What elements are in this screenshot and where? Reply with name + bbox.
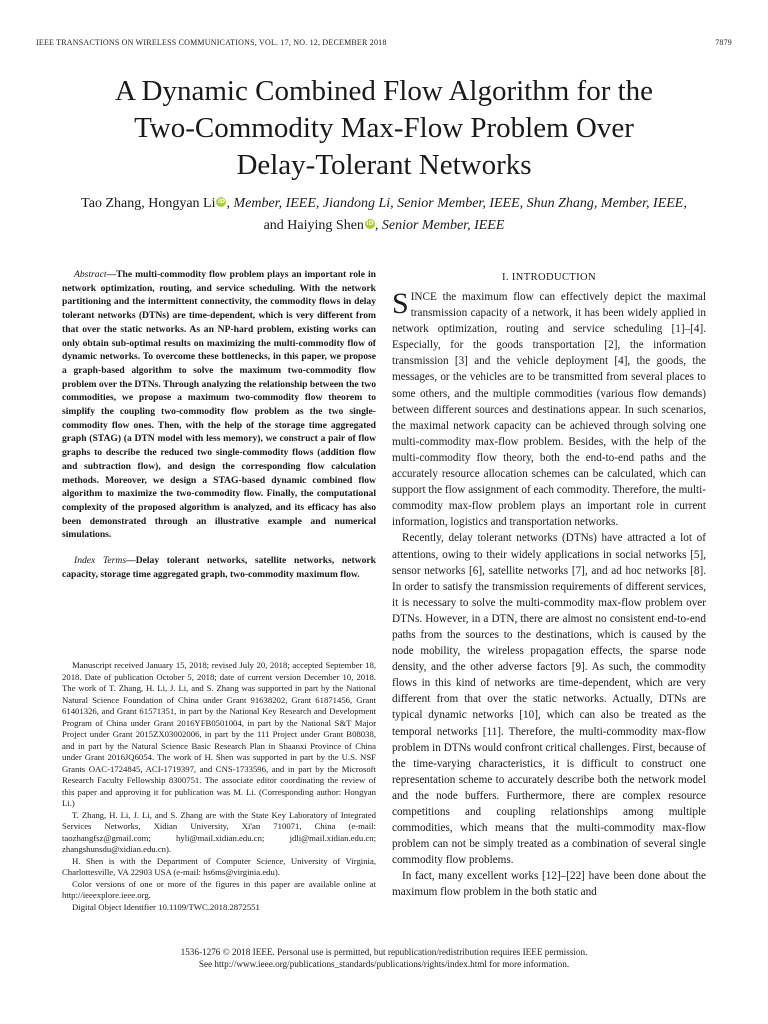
abstract-label: Abstract: [74, 269, 107, 280]
authors-part: , Member, IEEE, Jiandong Li, Senior Member, IEEE, Shun Zhang, Member, IEEE,: [226, 196, 687, 211]
abstract-text: —The multi-commodity flow problem plays an important role in network optimization, routing, and service scheduling. With the network partitioning and the intermittent connectivity, the commodity flows in delay tolerant networks (DTNs) are time-dependent, which is very different from that over the static networks. As an NP-hard problem, existing works can only obtain sub-optimal results on maximizing the multi-commodity flow of dynamic networks. To overcome these bottlenecks, in this paper, we propose a graph-based algorithm to solve the maximum two-commodity flow problem over the DTNs. Through analyzing the relationship between the two commodities, we propose a maximum two-commodity flow theorem to simplify the coupling two-commodity flow problem as the two single-commodity flow ones. Then, with the help of the storage time aggregated graph (STAG) (a DTN model with less memory), we construct a pair of flow graphs to describe the reduced two single-commodity flows (addition flow and subtraction flow), and design the corresponding flow calculation methods. Moreover, we design a STAG-based dynamic combined flow algorithm to maximize the two-commodity flow. Finally, the computational complexity of the proposed algorithm is analyzed, and its efficacy has also been demonstrated through an illustrative example and numerical simulations.: [62, 269, 376, 541]
authors-part: and Haiying Shen: [263, 218, 364, 233]
copyright-line: See http://www.ieee.org/publications_standards/publications/rights/index.html for more information.: [198, 959, 570, 969]
intro-paragraph: Recently, delay tolerant networks (DTNs) have attracted a lot of attentions, owing to their widely applications in social networks [5], sensor networks [6], satellite networks [7], and ad hoc networks [8]. In order to satisfy the transmission requirements of different services, it is necessary to solve the multi-commodity max-flow problem over DTNs. However, in a DTN, there are almost no consistent end-to-end paths from the sources to the destinations, which is caused by the node mobility, the wireless propagation effects, the sparse node density, and the other adverse factors [9]. As such, the commodity flows in this kind of networks are time-dependent, which are very different from that over the static networks. Actually, DTNs are typical dynamic networks [10], which can also be treated as the temporal networks [11]. Therefore, the multi-commodity max-flow problem in DTNs would confront critical challenges. First, because of the time-varying characteristics, it is difficult to construct one representation scheme to accurately describe both the network model and the node buffers. Furthermore, there are complex resource competitions and coupling relationships among multiple commodities, which means that the multi-commodity max-flow problem can not be simply treated as a combination of several single commodity flow problems.: [392, 532, 706, 867]
copyright-notice: [60, 946, 708, 970]
intro-body: [392, 289, 706, 901]
author-line-1: [40, 193, 728, 215]
drop-cap: S: [392, 287, 409, 320]
authors-part: , Senior Member, IEEE: [374, 218, 505, 233]
page-number: 7879: [715, 38, 732, 47]
footnote-paragraph: Color versions of one or more of the figures in this paper are available online at http://ieeexplore.ieee.org.: [62, 878, 376, 900]
author-line-2: [40, 215, 728, 237]
footnote: [62, 660, 376, 913]
intro-paragraph: [392, 289, 706, 530]
title-line: A Dynamic Combined Flow Algorithm for the: [114, 75, 654, 107]
running-header: [36, 38, 732, 47]
footnote-paragraph: H. Shen is with the Department of Computer Science, University of Virginia, Charlottesville, VA 22903 USA (e-mail: hs6ms@virginia.edu).: [62, 855, 376, 877]
paper-title: [40, 73, 728, 184]
footnote-paragraph: T. Zhang, H. Li, J. Li, and S. Zhang are with the State Key Laboratory of Integrated Services Networks, Xidian University, Xi'an 710071, China (e-mail: taozhangfsz@gmail.com; hyli@mail.xidian.edu.cn; jdli@mail.xidian.edu.cn; zhangshunsdu@xidian.edu.cn).: [62, 809, 376, 854]
orcid-icon[interactable]: iD: [217, 198, 225, 205]
footnote-paragraph: Manuscript received January 15, 2018; revised July 20, 2018; accepted September 18, 2018. Date of publication October 5, 2018; date of current version December 10, 2018. The work of T. Zhang, H. Li, J. Li, and S. Zhang was supported in part by the National Natural Science Foundation of China under Grant 91638202, Grant 61871456, Grant 61401326, and Grant 61571351, in part by the National Key Research and Development Program of China under Grant 2016YFB0501004, in part by the National S&T Major Project under Grant 2015ZX03002006, in part by the 111 Project under Grant B08038, and in part by the Natural Science Basic Research Plan in Shaanxi Province of China under Grant 2016JQ6054. The work of H. Shen was supported in part by the U.S. NSF Grants OAC-1724845, ACI-1719397, and CNS-1733596, and in part by the Microsoft Research Faculty Fellowship 8300751. The associate editor coordinating the review of this paper and approving it for publication was M. Li. (Corresponding author: Hongyan Li.): [62, 660, 376, 808]
orcid-icon[interactable]: iD: [366, 220, 374, 227]
right-column: [392, 272, 706, 901]
abstract: [62, 268, 376, 542]
journal-name: IEEE TRANSACTIONS ON WIRELESS COMMUNICATIONS, VOL. 17, NO. 12, DECEMBER 2018: [36, 38, 387, 47]
intro-paragraph-text: INCE the maximum flow can effectively depict the maximal transmission capacity of a network, it has been widely applied in network optimization, routing and service scheduling [1]–[4]. Especially, for the goods transportation [2], the information transmission [3] and the vehicle deployment [4], the goods, the messages, or the vehicles are to be transmitted from several places to some others, and the multiple commodities (various flow demands) between different sources and destinations appear. In such scenarios, the maximal network capacity can be achieved through solving one multi-commodity max-flow problem. Besides, with the help of the multi-commodity flow theory, both the end-to-end paths and the accurately resource allocation schemes can be calculated, which can support the flow assignment of each commodity. Therefore, the multi-commodity max-flow problem plays an important role in current information, logistics and transportation networks.: [392, 291, 706, 529]
author-list: [40, 193, 728, 237]
authors-part: Tao Zhang, Hongyan Li: [81, 196, 216, 211]
footnote-paragraph: Digital Object Identifier 10.1109/TWC.2018.2872551: [72, 901, 260, 912]
title-line: Delay-Tolerant Networks: [236, 149, 532, 181]
section-heading: I. INTRODUCTION: [501, 272, 597, 283]
left-column: [62, 268, 376, 591]
title-line: Two-Commodity Max-Flow Problem Over: [134, 112, 634, 144]
index-terms-label: Index Terms: [74, 555, 127, 567]
copyright-line: 1536-1276 © 2018 IEEE. Personal use is permitted, but republication/redistribution requires IEEE permission.: [180, 947, 588, 957]
index-terms-text: —Delay tolerant networks, satellite networks, network capacity, storage time aggregated graph, two-commodity maximum flow.: [62, 555, 376, 580]
intro-paragraph: In fact, many excellent works [12]–[22] have been done about the maximum flow problem in the both static and: [392, 870, 706, 899]
index-terms: [62, 554, 376, 581]
